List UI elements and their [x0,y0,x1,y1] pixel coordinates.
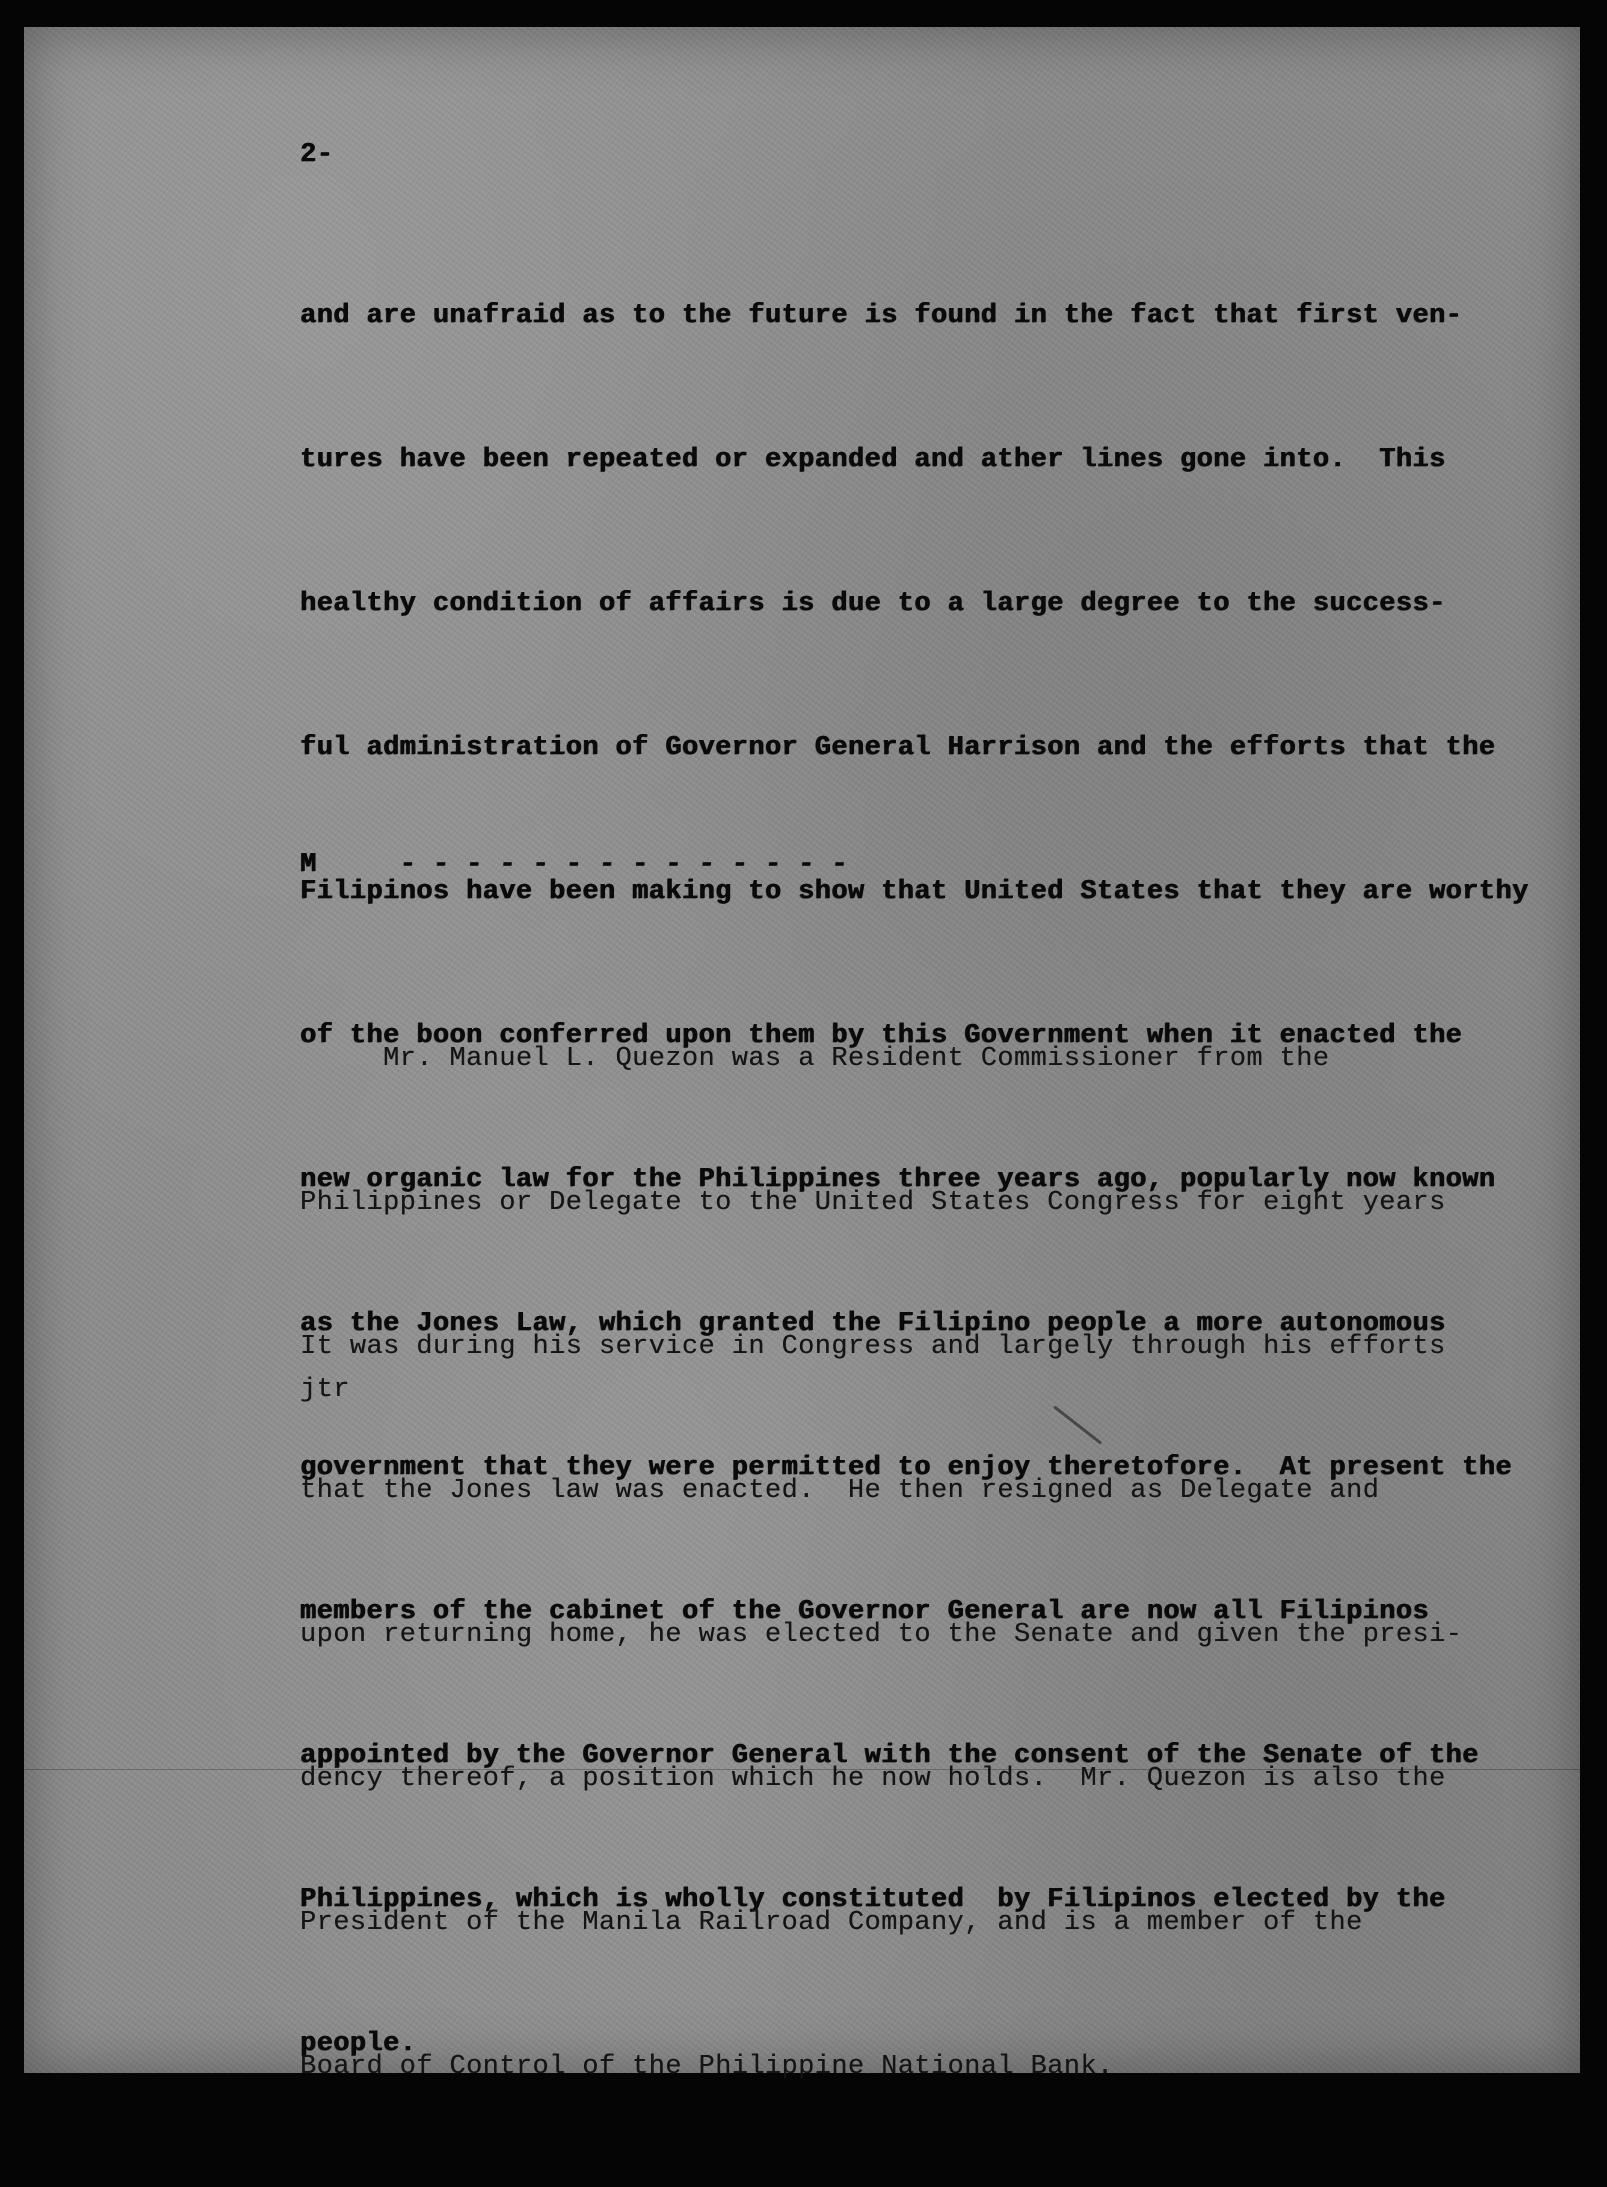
paragraph-line: Philippines or Delegate to the United States Congress for eight years [300,1188,1446,1218]
page-number: 2- [300,140,334,170]
paragraph-line: members of the cabinet of the Governor General are now all Filipinos [300,1597,1429,1627]
paragraph-line: ful administration of Governor General Harrison and the efforts that the [300,733,1496,763]
paragraph-line: appointed by the Governor General with the consent of the Senate of the [300,1741,1479,1771]
paragraph-2 [300,939,1462,2187]
section-divider: M - - - - - - - - - - - - - - [300,850,848,880]
paragraph-line: new organic law for the Philippines three years ago, popularly now known [300,1165,1496,1195]
paragraph-line: that the Jones law was enacted. He then resigned as Delegate and [300,1476,1380,1506]
typist-initials: jtr [300,1375,350,1405]
paragraph-line: Mr. Manuel L. Quezon was a Resident Commissioner from the [300,1044,1330,1074]
paragraph-line: healthy condition of affairs is due to a large degree to the success- [300,589,1446,619]
paragraph-line: upon returning home, he was elected to the Senate and given the presi- [300,1620,1463,1650]
paragraph-line: Philippines, which is wholly constituted by Filipinos elected by the [300,1885,1446,1915]
paragraph-line: government that they were permitted to enjoy theretofore. At present the [300,1453,1512,1483]
paragraph-line: of the boon conferred upon them by this Government when it enacted the [300,1021,1463,1051]
paragraph-line: It was during his service in Congress and largely through his efforts [300,1332,1446,1362]
paragraph-line: and are unafraid as to the future is found in the fact that first ven- [300,301,1463,331]
paragraph-line: tures have been repeated or expanded and ather lines gone into. This [300,445,1446,475]
paragraph-line: dency thereof, a position which he now holds. Mr. Quezon is also the [300,1764,1446,1794]
paragraph-line: as the Jones Law, which granted the Filipino people a more autonomous [300,1309,1446,1339]
paragraph-line: Filipinos have been making to show that United States that they are worthy [300,877,1529,907]
paragraph-line: people. [300,2029,417,2059]
paragraph-line: Board of Control of the Philippine National Bank. [300,2052,1114,2082]
paragraph-line: President of the Manila Railroad Company, and is a member of the [300,1908,1363,1938]
